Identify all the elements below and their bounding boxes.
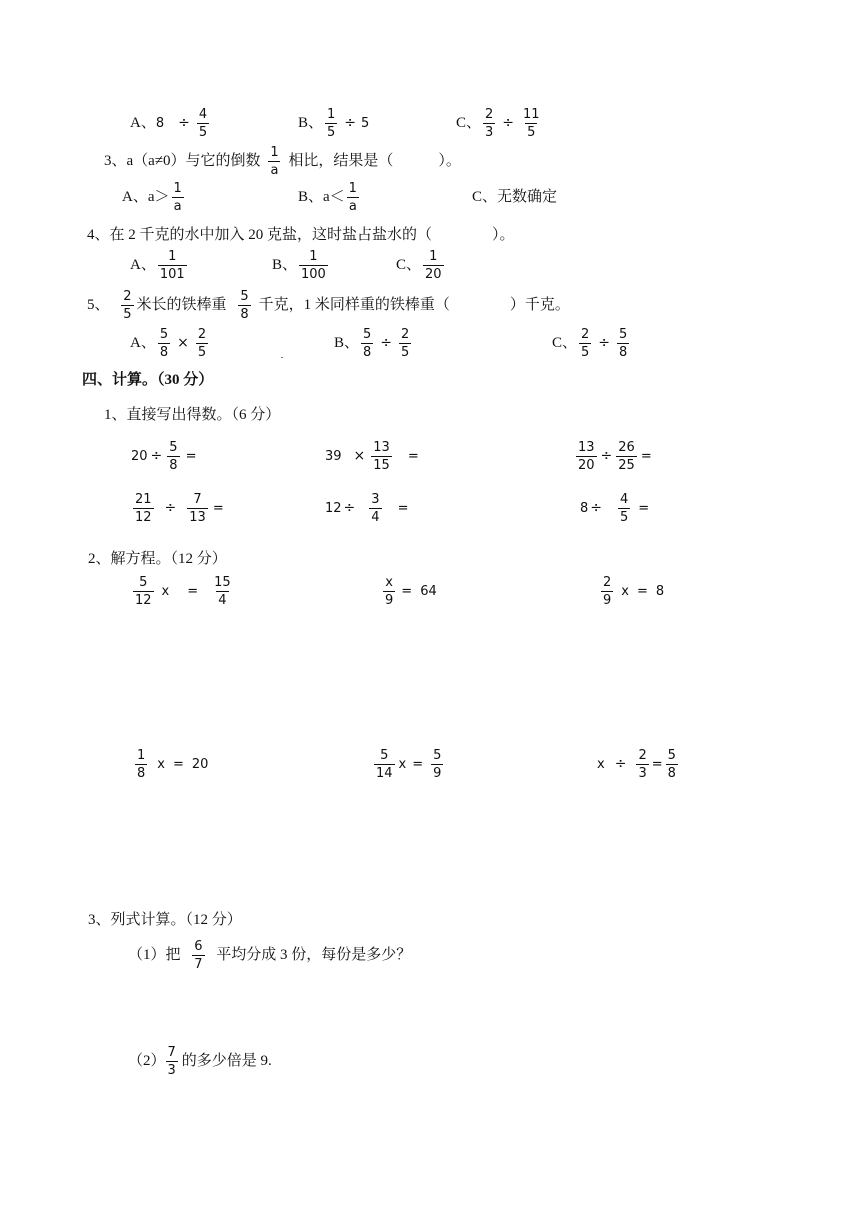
question-4: 4、在 2 千克的水中加入 20 克盐，这时盐占盐水的（ ）。	[87, 227, 515, 243]
fraction: $\frac{15}{4}$	[214, 575, 231, 608]
question-3: 3、a（a≠0）与它的倒数 $\frac{1}{a}$ 相比，结果是（ ）。	[104, 145, 461, 178]
q2-option-b: B、 $\frac{1}{5}$ ÷ 5	[298, 107, 370, 140]
word-problem-2: （2） $\frac{7}{3}$ 的多少倍是 9.	[128, 1045, 272, 1078]
fraction: $\frac{1}{a}$	[348, 181, 357, 214]
q2-options-row	[130, 108, 211, 139]
fraction: $\frac{2}{5}$	[123, 289, 132, 322]
whole-number: 8	[155, 115, 165, 131]
fraction: $\frac{7}{3}$	[167, 1045, 176, 1078]
q5-option-a: A、 $\frac{5}{8}$ × $\frac{2}{5}$	[130, 327, 207, 360]
calc-item-3: $\frac{13}{20}$ ÷ $\frac{26}{25}$ =	[578, 440, 652, 473]
scan-speck	[281, 357, 283, 358]
fraction: $\frac{2}{5}$	[401, 327, 410, 360]
fraction: $\frac{1}{101}$	[159, 249, 185, 282]
part-3-heading: 3、列式计算。（12 分）	[88, 912, 242, 928]
fraction: $\frac{3}{4}$	[371, 492, 380, 525]
fraction: $\frac{11}{5}$	[523, 107, 540, 140]
q3-option-a: A、a＞ $\frac{1}{a}$	[122, 181, 182, 214]
fraction: $\frac{5}{12}$	[135, 575, 152, 608]
equation-2: $\frac{x}{9}$ = 64	[385, 575, 437, 608]
calc-item-6: 8 ÷ $\frac{4}{5}$ =	[580, 492, 650, 525]
fraction: $\frac{5}{14}$	[376, 748, 393, 781]
fraction: $\frac{5}{9}$	[433, 748, 442, 781]
part-1-heading: 1、直接写出得数。（6 分）	[104, 407, 281, 423]
option-label: B、	[298, 114, 324, 131]
fraction: $\frac{2}{3}$	[638, 748, 647, 781]
part-2-heading: 2、解方程。（12 分）	[88, 551, 227, 567]
fraction: $\frac{1}{8}$	[137, 748, 146, 781]
fraction: $\frac{1}{a}$	[270, 145, 279, 178]
fraction: $\frac{5}{8}$	[363, 327, 372, 360]
option-label: A、	[130, 114, 156, 131]
operator: ×	[177, 334, 189, 351]
fraction: $\frac{2}{5}$	[581, 327, 590, 360]
operator: ÷	[502, 114, 515, 131]
fraction: $\frac{6}{7}$	[194, 939, 203, 972]
fraction: $\frac{4}{5}$	[198, 107, 208, 140]
operator: ÷	[344, 114, 357, 131]
q4-option-c: C、 $\frac{1}{20}$	[396, 249, 442, 282]
fraction: $\frac{26}{25}$	[618, 440, 635, 473]
option-label: C、	[456, 114, 482, 131]
fraction: $\frac{2}{5}$	[197, 327, 207, 360]
fraction: $\frac{1}{a}$	[173, 181, 182, 214]
fraction: $\frac{x}{9}$	[385, 575, 394, 608]
calc-item-5: 12 ÷ $\frac{3}{4}$ =	[325, 492, 409, 525]
q4-option-b: B、 $\frac{1}{100}$	[272, 249, 326, 282]
equation-4: $\frac{1}{8}$ x = 20	[137, 748, 209, 781]
equation-6: x ÷ $\frac{2}{3}$ = $\frac{5}{8}$	[597, 748, 676, 781]
fraction: $\frac{1}{20}$	[425, 249, 442, 282]
fraction: $\frac{21}{12}$	[135, 492, 152, 525]
calc-item-1: 20 ÷ $\frac{5}{8}$ =	[131, 440, 197, 473]
q2-option-a	[130, 107, 211, 140]
equation-5: $\frac{5}{14}$ x = $\frac{5}{9}$	[376, 748, 442, 781]
operator: ÷	[598, 334, 611, 351]
q3-option-c: C、无数确定	[472, 189, 558, 205]
fraction: $\frac{4}{5}$	[620, 492, 629, 525]
q5-option-b: B、 $\frac{5}{8}$ ÷ $\frac{2}{5}$	[334, 327, 410, 360]
section-4-heading: 四、计算。（30 分）	[82, 372, 214, 388]
fraction: $\frac{5}{8}$	[240, 289, 249, 322]
calc-item-2: 39 × $\frac{13}{15}$ =	[325, 440, 419, 473]
fraction: $\frac{5}{8}$	[667, 748, 676, 781]
word-problem-1: （1）把 $\frac{6}{7}$ 平均分成 3 份，每份是多少？	[128, 939, 412, 972]
equation-3: $\frac{2}{9}$ x = 8	[603, 575, 665, 608]
calc-item-4: $\frac{21}{12}$ ÷ $\frac{7}{13}$ =	[135, 492, 224, 525]
fraction: $\frac{2}{3}$	[485, 107, 494, 140]
fraction: $\frac{13}{20}$	[578, 440, 595, 473]
fraction: $\frac{5}{8}$	[159, 327, 169, 360]
fraction: $\frac{5}{8}$	[619, 327, 628, 360]
fraction: $\frac{1}{100}$	[301, 249, 326, 282]
q5-option-c: C、 $\frac{2}{5}$ ÷ $\frac{5}{8}$	[552, 327, 628, 360]
equation-1: $\frac{5}{12}$ x = $\frac{15}{4}$	[135, 575, 231, 608]
fraction: $\frac{2}{9}$	[603, 575, 612, 608]
operator: ÷	[380, 334, 393, 351]
q4-option-a: A、 $\frac{1}{101}$	[130, 249, 185, 282]
q2-option-c	[456, 108, 544, 139]
operator: ÷	[178, 114, 190, 131]
fraction: $\frac{13}{15}$	[373, 440, 390, 473]
fraction: $\frac{1}{5}$	[327, 107, 336, 140]
fraction: $\frac{5}{8}$	[169, 440, 178, 473]
question-5: 5、 $\frac{2}{5}$ 米长的铁棒重 $\frac{5}{8}$ 千克，1 米同样重的铁棒重（ ）千克。	[87, 289, 570, 322]
q3-option-b: B、a＜ $\frac{1}{a}$	[298, 181, 357, 214]
fraction: $\frac{7}{13}$	[189, 492, 206, 525]
